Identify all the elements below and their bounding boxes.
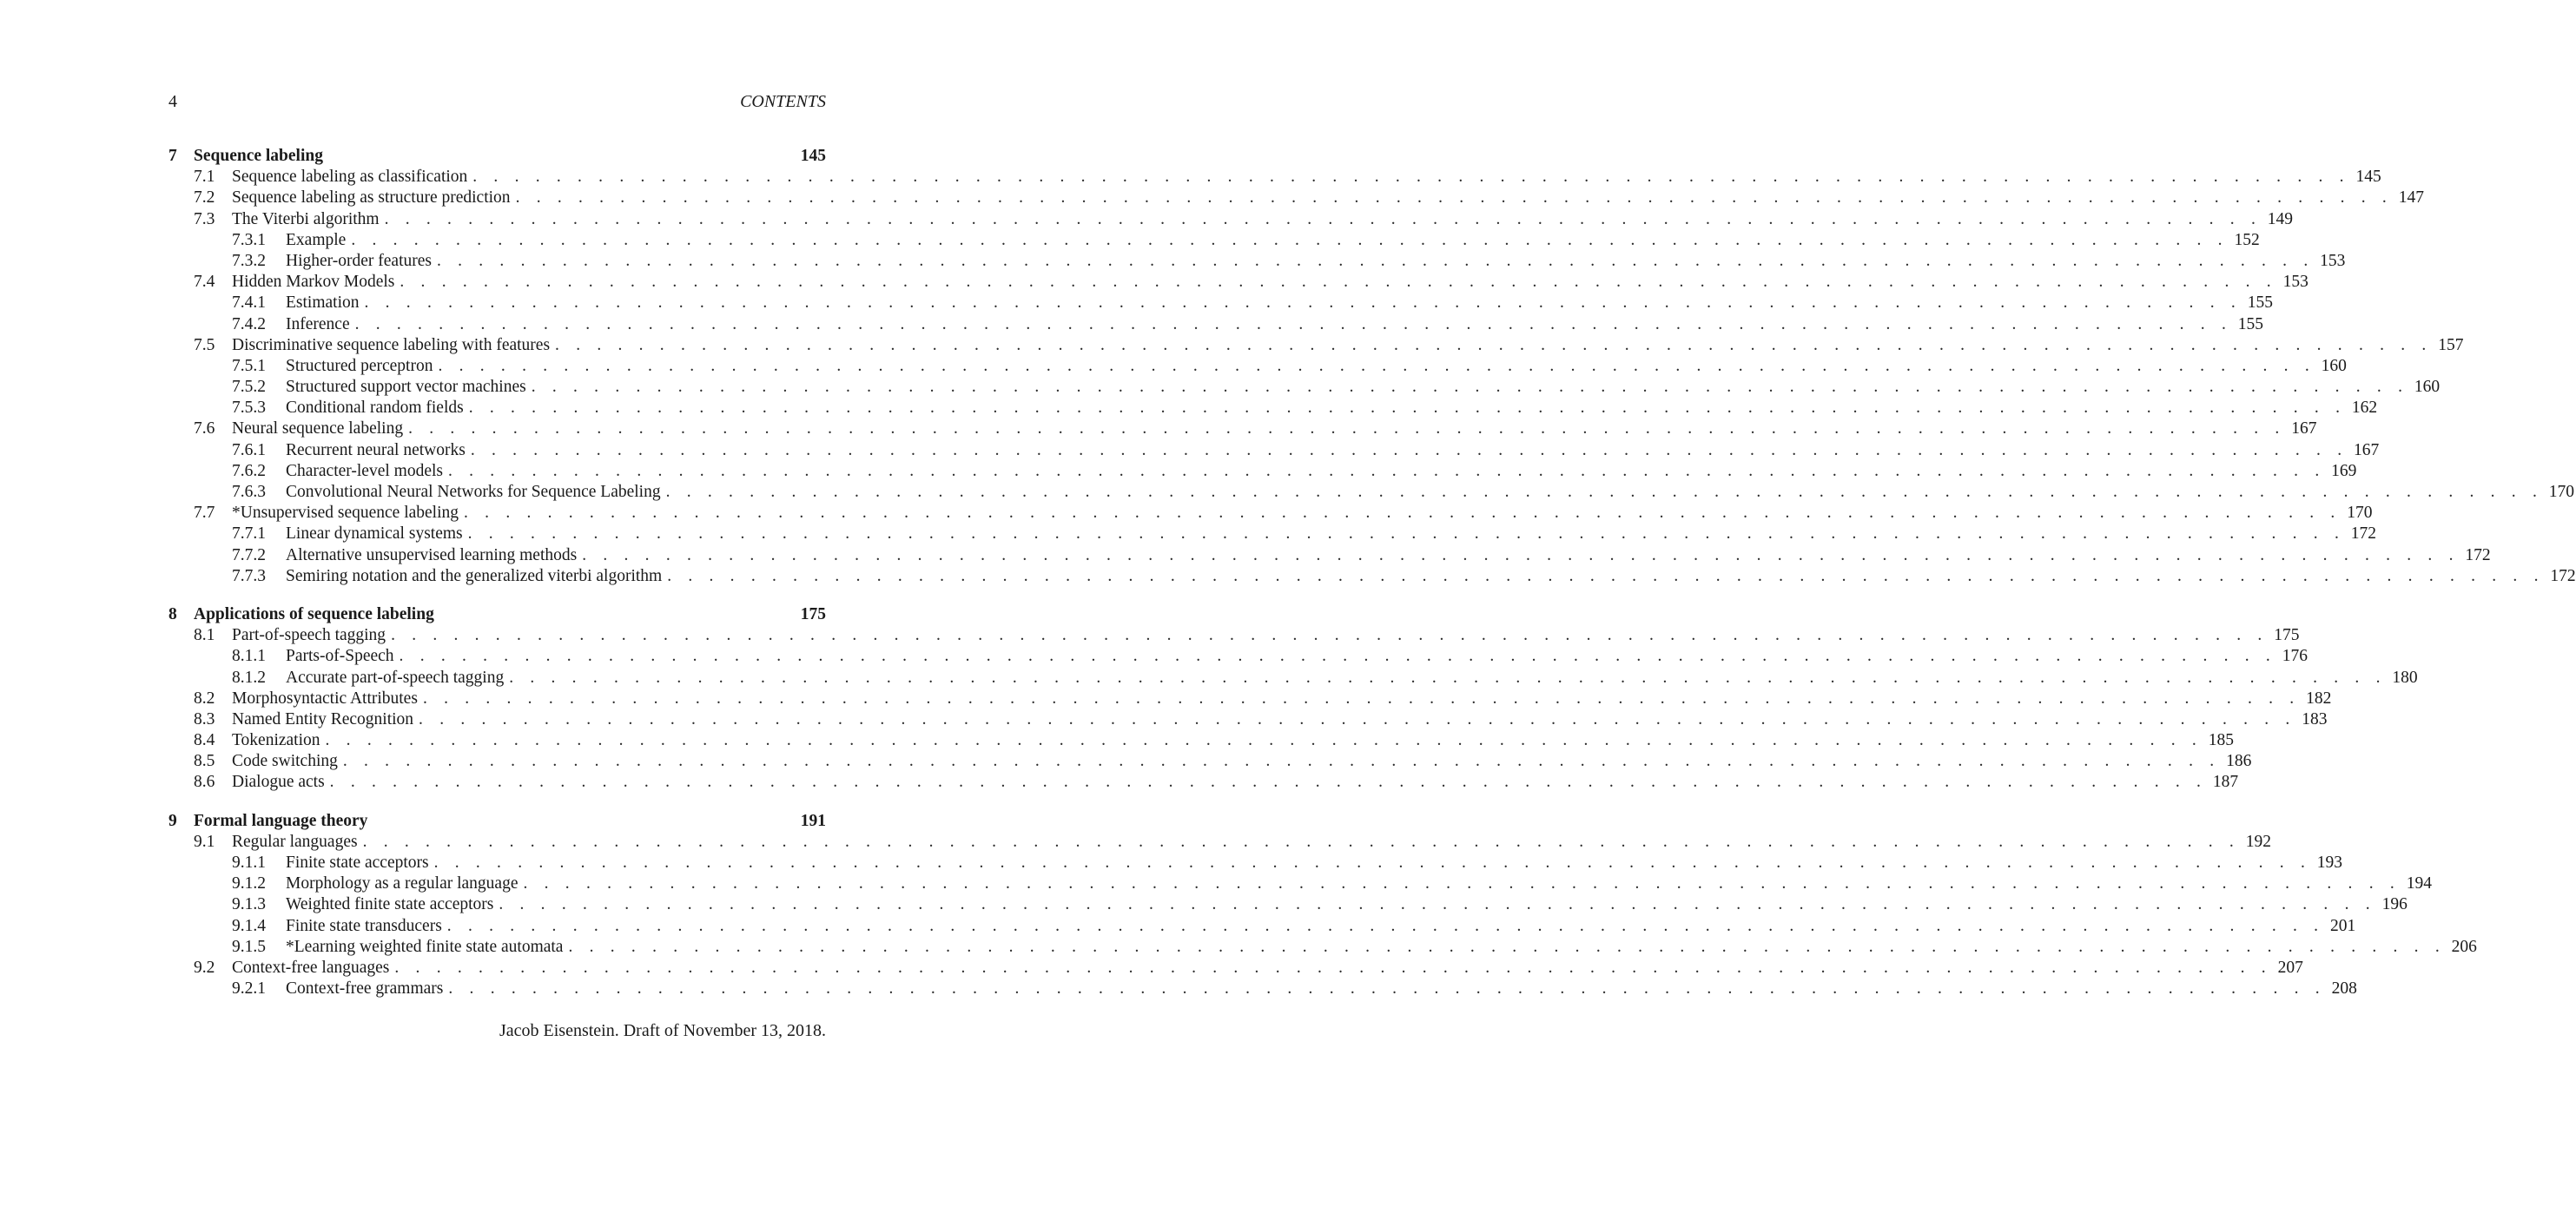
entry-title: Sequence labeling as classification [232,168,468,187]
entry-number: 7.4.2 [232,314,266,333]
toc-section-entry[interactable] [168,772,2239,793]
entry-page-number: 155 [2237,314,2264,333]
entry-number: 8.3 [194,709,215,728]
entry-page-number: 152 [2234,230,2260,249]
dot-leader: . . . . . . . . . . . . . . . . . . . . . . . . . . . . . . . . . . . . . . . . . . . . . . . . . . . . . . . . . . . . . . . . . . . . . . . . . . . . . . . . . . . . . . . . . . [364,293,2242,313]
entry-page-number: 160 [2414,378,2441,397]
toc-subsection-entry[interactable] [168,566,2576,587]
toc-section-entry[interactable] [168,832,2272,853]
chapter-page-number: 145 [800,147,826,165]
entry-number: 9.1.5 [232,937,266,956]
entry-title: Structured support vector machines [286,378,526,397]
entry-page-number: 187 [2212,773,2239,792]
entry-title: Tokenization [232,731,320,750]
toc-section-entry[interactable] [168,209,2294,230]
entry-number: 7.6 [194,419,215,438]
toc-section-entry[interactable] [168,272,2308,293]
entry-title: Morphosyntactic Attributes [232,689,418,708]
entry-number: 8.1.2 [232,668,266,687]
dot-leader: . . . . . . . . . . . . . . . . . . . . . . . . . . . . . . . . . . . . . . . . . . . . . . . . . . . . . . . . . . . . . . . . . . . . . . . . . . . . . . . . . . . . . . . . . . [394,958,2272,977]
entry-number: 7.2 [194,188,215,208]
entry-number: 8.5 [194,752,215,771]
dot-leader: . . . . . . . . . . . . . . . . . . . . . . . . . . . . . . . . . . . . . . . . . . . . . . . . . . . . . . . . . . . . . . . . . . . . . . . . . . . . . . . . . . . . . . . . . . [362,832,2241,851]
entry-title: Accurate part-of-speech tagging [286,668,505,687]
toc-subsection-entry[interactable] [168,461,2357,482]
entry-title: Code switching [232,752,338,771]
toc-section-entry[interactable] [168,730,2234,751]
toc-chapter-8 [168,604,2418,794]
dot-leader: . . . . . . . . . . . . . . . . . . . . . . . . . . . . . . . . . . . . . . . . . . . . . . . . . . . . . . . . . . . . . . . . . . . . . . . . . . . . . . . . . . . . . . . . . . [436,251,2315,270]
entry-title: Parts-of-Speech [286,647,394,666]
entry-number: 7.6.3 [232,483,266,501]
entry-page-number: 206 [2451,937,2477,956]
entry-page-number: 149 [2267,209,2294,228]
entry-title: Morphology as a regular language [286,874,519,893]
entry-title: Estimation [286,293,360,313]
dot-leader: . . . . . . . . . . . . . . . . . . . . . . . . . . . . . . . . . . . . . . . . . . . . . . . . . . . . . . . . . . . . . . . . . . . . . . . . . . . . . . . . . . . . . . . . . . [531,378,2409,397]
entry-title: Discriminative sequence labeling with features [232,335,551,354]
dot-leader: . . . . . . . . . . . . . . . . . . . . . . . . . . . . . . . . . . . . . . . . . . . . . . . . . . . . . . . . . . . . . . . . . . . . . . . . . . . . . . . . . . . . . . . . . . [509,668,2387,687]
dot-leader: . . . . . . . . . . . . . . . . . . . . . . . . . . . . . . . . . . . . . . . . . . . . . . . . . . . . . . . . . . . . . . . . . . . . . . . . . . . . . . . . . . . . . . . . . . [408,419,2286,438]
entry-number: 7.3 [194,209,215,228]
dot-leader: . . . . . . . . . . . . . . . . . . . . . . . . . . . . . . . . . . . . . . . . . . . . . . . . . . . . . . . . . . . . . . . . . . . . . . . . . . . . . . . . . . . . . . . . . . [468,399,2347,418]
toc-chapter-9 [168,811,2477,1000]
entry-title: Weighted finite state acceptors [286,895,494,914]
entry-number: 9.1.4 [232,916,266,935]
toc-chapter-7 [168,146,2576,587]
dot-leader: . . . . . . . . . . . . . . . . . . . . . . . . . . . . . . . . . . . . . . . . . . . . . . . . . . . . . . . . . . . . . . . . . . . . . . . . . . . . . . . . . . . . . . . . . . [448,979,2326,999]
entry-title: *Unsupervised sequence labeling [232,504,459,523]
dot-leader: . . . . . . . . . . . . . . . . . . . . . . . . . . . . . . . . . . . . . . . . . . . . . . . . . . . . . . . . . . . . . . . . . . . . . . . . . . . . . . . . . . . . . . . . . . [467,524,2346,544]
entry-title: Part-of-speech tagging [232,626,386,645]
toc-section-entry[interactable] [168,167,2381,188]
dot-leader: . . . . . . . . . . . . . . . . . . . . . . . . . . . . . . . . . . . . . . . . . . . . . . . . . . . . . . . . . . . . . . . . . . . . . . . . . . . . . . . . . . . . . . . . . . [447,461,2326,480]
entry-number: 7.5.2 [232,378,266,397]
dot-leader: . . . . . . . . . . . . . . . . . . . . . . . . . . . . . . . . . . . . . . . . . . . . . . . . . . . . . . . . . . . . . . . . . . . . . . . . . . . . . . . . . . . . . . . . . . [582,545,2460,564]
entry-title: Conditional random fields [286,399,464,418]
dot-leader: . . . . . . . . . . . . . . . . . . . . . . . . . . . . . . . . . . . . . . . . . . . . . . . . . . . . . . . . . . . . . . . . . . . . . . . . . . . . . . . . . . . . . . . . . . [400,273,2277,292]
toc-section-entry[interactable] [168,419,2317,439]
entry-page-number: 172 [2465,545,2491,564]
toc-subsection-entry[interactable] [168,668,2418,689]
entry-page-number: 193 [2316,854,2343,872]
toc-subsection-entry[interactable] [168,482,2575,503]
entry-title: Alternative unsupervised learning methods [286,545,578,564]
dot-leader: . . . . . . . . . . . . . . . . . . . . . . . . . . . . . . . . . . . . . . . . . . . . . . . . . . . . . . . . . . . . . . . . . . . . . . . . . . . . . . . . . . . . . . . . . . [470,440,2348,459]
entry-page-number: 167 [2291,419,2317,438]
entry-title: Structured perceptron [286,356,433,375]
entry-title: Recurrent neural networks [286,440,466,459]
dot-leader: . . . . . . . . . . . . . . . . . . . . . . . . . . . . . . . . . . . . . . . . . . . . . . . . . . . . . . . . . . . . . . . . . . . . . . . . . . . . . . . . . . . . . . . . . . [433,854,2312,872]
entry-number: 7.4 [194,273,215,292]
dot-leader: . . . . . . . . . . . . . . . . . . . . . . . . . . . . . . . . . . . . . . . . . . . . . . . . . . . . . . . . . . . . . . . . . . . . . . . . . . . . . . . . . . . . . . . . . . [325,731,2203,750]
entry-number: 8.1 [194,626,215,645]
chapter-title: Applications of sequence labeling [194,604,434,623]
chapter-heading[interactable] [168,146,826,167]
entry-number: 7.7.2 [232,545,266,564]
entry-number: 9.2.1 [232,979,266,999]
toc-subsection-entry[interactable] [168,979,2357,999]
entry-page-number: 208 [2331,979,2357,999]
chapter-heading[interactable] [168,811,826,832]
entry-page-number: 201 [2329,916,2356,935]
entry-number: 7.7 [194,504,215,523]
entry-title: Inference [286,314,350,333]
toc-section-entry[interactable] [168,625,2300,646]
entry-number: 9.1.3 [232,895,266,914]
entry-page-number: 167 [2354,440,2380,459]
dot-leader: . . . . . . . . . . . . . . . . . . . . . . . . . . . . . . . . . . . . . . . . . . . . . . . . . . . . . . . . . . . . . . . . . . . . . . . . . . . . . . . . . . . . . . . . . . [464,504,2342,523]
entry-title: Sequence labeling as structure prediction [232,188,511,208]
entry-title: Character-level models [286,461,443,480]
toc-subsection-entry[interactable] [168,251,2346,272]
entry-number: 7.5.1 [232,356,266,375]
entry-page-number: 183 [2302,709,2328,728]
entry-number: 8.6 [194,773,215,792]
toc-subsection-entry[interactable] [168,916,2356,937]
page-footer: Jacob Eisenstein. Draft of November 13, 2018. [499,1021,826,1040]
dot-leader: . . . . . . . . . . . . . . . . . . . . . . . . . . . . . . . . . . . . . . . . . . . . . . . . . . . . . . . . . . . . . . . . . . . . . . . . . . . . . . . . . . . . . . . . . . [354,314,2233,333]
entry-title: *Learning weighted finite state automata [286,937,564,956]
entry-number: 7.3.1 [232,230,266,249]
entry-number: 9.1.1 [232,854,266,872]
toc-subsection-entry[interactable] [168,524,2377,544]
entry-number: 7.5.3 [232,399,266,418]
dot-leader: . . . . . . . . . . . . . . . . . . . . . . . . . . . . . . . . . . . . . . . . . . . . . . . . . . . . . . . . . . . . . . . . . . . . . . . . . . . . . . . . . . . . . . . . . . [667,566,2545,585]
entry-title: The Viterbi algorithm [232,209,380,228]
toc-subsection-entry[interactable] [168,356,2347,377]
entry-title: Semiring notation and the generalized viterbi algorithm [286,566,663,585]
entry-title: Neural sequence labeling [232,419,404,438]
table-of-contents [168,146,2576,1017]
entry-number: 9.1.2 [232,874,266,893]
toc-subsection-entry[interactable] [168,377,2441,398]
entry-title: Context-free grammars [286,979,444,999]
toc-subsection-entry[interactable] [168,314,2264,335]
entry-title: Higher-order features [286,251,432,270]
page-number: 4 [168,92,177,111]
entry-page-number: 192 [2245,832,2272,851]
chapter-number: 7 [168,147,177,165]
entry-page-number: 147 [2398,188,2424,208]
entry-page-number: 196 [2381,895,2408,914]
entry-page-number: 176 [2282,647,2308,666]
entry-page-number: 170 [2347,504,2373,523]
toc-subsection-entry[interactable] [168,440,2380,461]
entry-number: 7.3.2 [232,251,266,270]
entry-page-number: 185 [2208,731,2234,750]
entry-page-number: 157 [2438,335,2464,354]
entry-page-number: 162 [2351,399,2378,418]
chapter-number: 8 [168,604,177,623]
entry-title: Finite state acceptors [286,854,429,872]
dot-leader: . . . . . . . . . . . . . . . . . . . . . . . . . . . . . . . . . . . . . . . . . . . . . . . . . . . . . . . . . . . . . . . . . . . . . . . . . . . . . . . . . . . . . . . . . . [555,335,2433,354]
entry-number: 9.1 [194,832,215,851]
toc-subsection-entry[interactable] [168,398,2378,419]
toc-section-entry[interactable] [168,335,2464,356]
entry-title: Regular languages [232,832,358,851]
toc-subsection-entry[interactable] [168,853,2343,873]
running-head [168,92,826,116]
entry-page-number: 172 [2350,524,2377,544]
toc-section-entry[interactable] [168,709,2328,730]
chapter-page-number: 175 [800,604,826,623]
dot-leader: . . . . . . . . . . . . . . . . . . . . . . . . . . . . . . . . . . . . . . . . . . . . . . . . . . . . . . . . . . . . . . . . . . . . . . . . . . . . . . . . . . . . . . . . . . [391,626,2269,645]
dot-leader: . . . . . . . . . . . . . . . . . . . . . . . . . . . . . . . . . . . . . . . . . . . . . . . . . . . . . . . . . . . . . . . . . . . . . . . . . . . . . . . . . . . . . . . . . . [523,874,2401,893]
entry-page-number: 170 [2548,483,2575,501]
entry-title: Dialogue acts [232,773,325,792]
toc-subsection-entry[interactable] [168,646,2308,667]
dot-leader: . . . . . . . . . . . . . . . . . . . . . . . . . . . . . . . . . . . . . . . . . . . . . . . . . . . . . . . . . . . . . . . . . . . . . . . . . . . . . . . . . . . . . . . . . . [399,647,2276,666]
dot-leader: . . . . . . . . . . . . . . . . . . . . . . . . . . . . . . . . . . . . . . . . . . . . . . . . . . . . . . . . . . . . . . . . . . . . . . . . . . . . . . . . . . . . . . . . . . [446,916,2325,935]
toc-section-entry[interactable] [168,751,2252,772]
entry-page-number: 153 [2282,273,2308,292]
dot-leader: . . . . . . . . . . . . . . . . . . . . . . . . . . . . . . . . . . . . . . . . . . . . . . . . . . . . . . . . . . . . . . . . . . . . . . . . . . . . . . . . . . . . . . . . . . [515,188,2393,208]
entry-title: Named Entity Recognition [232,709,414,728]
dot-leader: . . . . . . . . . . . . . . . . . . . . . . . . . . . . . . . . . . . . . . . . . . . . . . . . . . . . . . . . . . . . . . . . . . . . . . . . . . . . . . . . . . . . . . . . . . [568,937,2446,956]
toc-section-entry[interactable] [168,503,2373,524]
entry-page-number: 155 [2247,293,2273,313]
chapter-title: Formal language theory [194,811,368,830]
entry-number: 8.4 [194,731,215,750]
entry-number: 9.2 [194,958,215,977]
entry-title: Finite state transducers [286,916,442,935]
dot-leader: . . . . . . . . . . . . . . . . . . . . . . . . . . . . . . . . . . . . . . . . . . . . . . . . . . . . . . . . . . . . . . . . . . . . . . . . . . . . . . . . . . . . . . . . . . [384,209,2262,228]
entry-title: Linear dynamical systems [286,524,463,544]
toc-subsection-entry[interactable] [168,937,2477,958]
entry-number: 7.1 [194,168,215,187]
entry-title: Convolutional Neural Networks for Sequence Labeling [286,483,661,501]
toc-subsection-entry[interactable] [168,873,2432,894]
entry-page-number: 160 [2321,356,2347,375]
entry-page-number: 175 [2274,626,2300,645]
running-title: CONTENTS [740,92,826,111]
entry-page-number: 169 [2331,461,2357,480]
entry-title: Hidden Markov Models [232,273,395,292]
entry-page-number: 194 [2406,874,2432,893]
entry-number: 7.7.1 [232,524,266,544]
dot-leader: . . . . . . . . . . . . . . . . . . . . . . . . . . . . . . . . . . . . . . . . . . . . . . . . . . . . . . . . . . . . . . . . . . . . . . . . . . . . . . . . . . . . . . . . . . [419,709,2296,728]
toc-section-entry[interactable] [168,958,2303,979]
entry-number: 7.4.1 [232,293,266,313]
toc-subsection-entry[interactable] [168,894,2408,915]
dot-leader: . . . . . . . . . . . . . . . . . . . . . . . . . . . . . . . . . . . . . . . . . . . . . . . . . . . . . . . . . . . . . . . . . . . . . . . . . . . . . . . . . . . . . . . . . . [351,230,2229,249]
entry-number: 7.5 [194,335,215,354]
entry-page-number: 207 [2277,958,2303,977]
dot-leader: . . . . . . . . . . . . . . . . . . . . . . . . . . . . . . . . . . . . . . . . . . . . . . . . . . . . . . . . . . . . . . . . . . . . . . . . . . . . . . . . . . . . . . . . . . [438,356,2315,375]
toc-section-entry[interactable] [168,188,2424,208]
dot-leader: . . . . . . . . . . . . . . . . . . . . . . . . . . . . . . . . . . . . . . . . . . . . . . . . . . . . . . . . . . . . . . . . . . . . . . . . . . . . . . . . . . . . . . . . . . [342,752,2221,771]
entry-page-number: 145 [2355,168,2381,187]
dot-leader: . . . . . . . . . . . . . . . . . . . . . . . . . . . . . . . . . . . . . . . . . . . . . . . . . . . . . . . . . . . . . . . . . . . . . . . . . . . . . . . . . . . . . . . . . . [422,689,2301,708]
entry-title: Context-free languages [232,958,390,977]
toc-subsection-entry[interactable] [168,545,2491,566]
chapter-title: Sequence labeling [194,147,323,165]
entry-page-number: 182 [2306,689,2332,708]
dot-leader: . . . . . . . . . . . . . . . . . . . . . . . . . . . . . . . . . . . . . . . . . . . . . . . . . . . . . . . . . . . . . . . . . . . . . . . . . . . . . . . . . . . . . . . . . . [329,773,2208,792]
chapter-number: 9 [168,811,177,830]
chapter-heading[interactable] [168,604,826,625]
entry-page-number: 153 [2320,251,2346,270]
entry-number: 7.6.2 [232,461,266,480]
entry-number: 7.6.1 [232,440,266,459]
chapter-page-number: 191 [800,811,826,830]
dot-leader: . . . . . . . . . . . . . . . . . . . . . . . . . . . . . . . . . . . . . . . . . . . . . . . . . . . . . . . . . . . . . . . . . . . . . . . . . . . . . . . . . . . . . . . . . . [665,483,2544,501]
toc-section-entry[interactable] [168,689,2332,709]
entry-page-number: 186 [2226,752,2252,771]
toc-subsection-entry[interactable] [168,293,2273,313]
entry-page-number: 172 [2550,566,2576,585]
entry-number: 7.7.3 [232,566,266,585]
entry-page-number: 180 [2392,668,2418,687]
entry-number: 8.1.1 [232,647,266,666]
toc-subsection-entry[interactable] [168,230,2260,251]
dot-leader: . . . . . . . . . . . . . . . . . . . . . . . . . . . . . . . . . . . . . . . . . . . . . . . . . . . . . . . . . . . . . . . . . . . . . . . . . . . . . . . . . . . . . . . . . . [472,168,2350,187]
entry-number: 8.2 [194,689,215,708]
entry-title: Example [286,230,347,249]
dot-leader: . . . . . . . . . . . . . . . . . . . . . . . . . . . . . . . . . . . . . . . . . . . . . . . . . . . . . . . . . . . . . . . . . . . . . . . . . . . . . . . . . . . . . . . . . . [499,895,2376,914]
